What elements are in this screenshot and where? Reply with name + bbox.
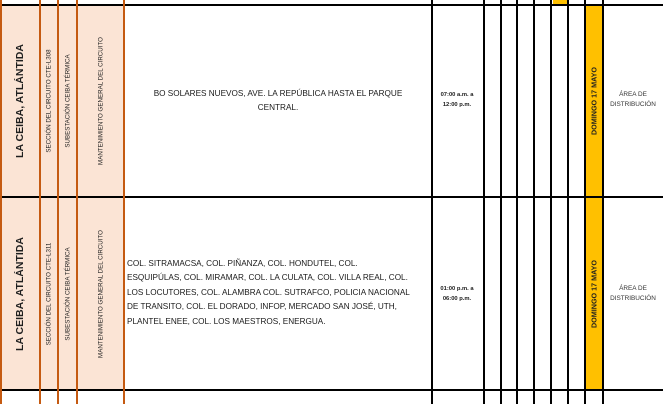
row2-maintenance: MANTENIMIENTO GENERAL DEL CIRCUITO (97, 229, 104, 358)
row1-maintenance: MANTENIMIENTO GENERAL DEL CIRCUITO (97, 36, 104, 165)
col-rule (483, 0, 485, 404)
row1-date-cell (585, 5, 603, 196)
row2-description-line: PLANTEL ENEE, COL. LOS MAESTROS, ENERGUA. (127, 316, 326, 326)
row2-time-end: 06:00 p.m. (442, 296, 472, 302)
row1-time (432, 90, 482, 114)
row2-date-cell (585, 198, 603, 389)
row2-time-start: 01:00 p.m. a (440, 286, 474, 292)
row1-city-cell (0, 5, 40, 196)
row1-time-start: 07:00 a.m. a (440, 92, 474, 98)
col-rule (584, 0, 586, 404)
row-rule-top (0, 4, 663, 6)
row1-area-line: ÁREA DE (619, 91, 647, 98)
row2-description-line: DE TRANSITO, COL. EL DORADO, INFOP, MERCADO SAN JOSÉ, UTH, (127, 302, 397, 312)
row2-description-line: ESQUIPÚLAS, COL. MIRAMAR, COL. LA CULATA, COL. VILLA REAL, COL. (127, 273, 408, 283)
row1-description-line: CENTRAL. (257, 103, 299, 113)
row2-substation-cell (58, 198, 77, 389)
col-rule (533, 0, 535, 404)
col-rule (0, 0, 2, 404)
row2-maintenance-cell (77, 198, 124, 389)
col-rule (550, 0, 552, 404)
col-rule (57, 0, 59, 404)
row1-area-line: DISTRIBUCIÓN (610, 101, 656, 108)
row2-city: LA CEIBA, ATLÁNTIDA (14, 236, 26, 351)
row2-city-cell (0, 198, 40, 389)
row2-date: DOMINGO 17 MAYO (589, 259, 599, 328)
row1-city: LA CEIBA, ATLÁNTIDA (14, 43, 26, 158)
col-rule (602, 0, 604, 404)
row1-substation-cell (58, 5, 77, 196)
row1-section-cell (40, 5, 58, 196)
row2-section-cell (40, 198, 58, 389)
row2-description-line: LOS LOCUTORES, COL. ALAMBRA COL. SUTRAFCO, POLICIA NACIONAL (127, 287, 410, 297)
col-rule (516, 0, 518, 404)
row1-section: SECCIÓN DEL CIRCUITO CTE-L308 (45, 48, 53, 153)
row2-section: SECCIÓN DEL CIRCUITO CTE-L311 (45, 242, 53, 345)
row1-description (124, 87, 432, 121)
col-rule (500, 0, 502, 404)
row1-area (603, 90, 663, 114)
col-rule (76, 0, 78, 404)
row1-maintenance-cell (77, 5, 124, 196)
row1-date: DOMINGO 17 MAYO (589, 66, 599, 135)
row1-time-end: 12:00 p.m. (442, 102, 472, 108)
row2-area-line: ÁREA DE (619, 285, 647, 292)
row2-area (603, 284, 663, 308)
row2-description (127, 257, 430, 331)
col-rule (567, 0, 569, 404)
row2-area-line: DISTRIBUCIÓN (610, 295, 656, 302)
row2-time (432, 284, 482, 308)
col-rule (123, 0, 125, 404)
row2-description-line: COL. SITRAMACSA, COL. PIÑANZA, COL. HONDUTEL, COL. (127, 259, 358, 268)
row-rule-middle (0, 196, 663, 198)
col-rule (431, 0, 433, 404)
row1-description-line: BO SOLARES NUEVOS, AVE. LA REPÚBLICA HASTA EL PARQUE (153, 89, 403, 98)
row1-substation: SUBESTACIÓN CEIBA TÉRMICA (64, 53, 71, 148)
row2-substation: SUBESTACIÓN CEIBA TÉRMICA (64, 246, 71, 341)
row-rule-bottom (0, 389, 663, 391)
col-rule (39, 0, 41, 404)
